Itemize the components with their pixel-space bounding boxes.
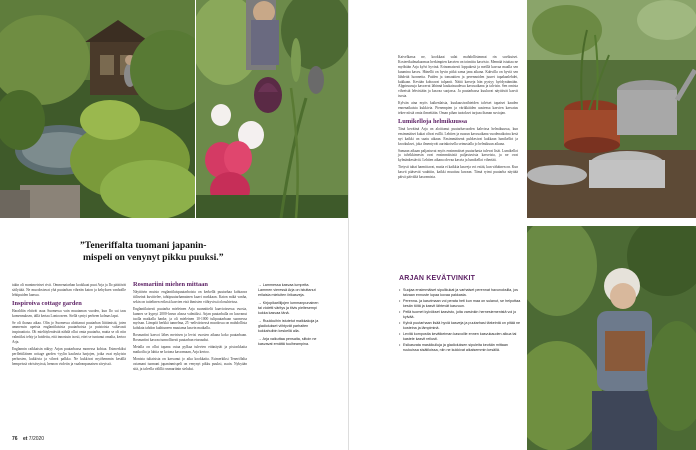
pull-quote-line-2: mispeli on venynyt pikku puuksi.”: [83, 252, 224, 263]
body-text: Metalla on ollut tapana ostaa pylkaa tulevien ettänäytät ja pistookkaita matkoilta ja lahtia ne kotona kasvamaan, Arja kertoo.: [133, 345, 247, 354]
caption-pond: → Lammessa kasvaa lumpeita. Lammen vieressä Arja on istuttanut erilaisia mieluiten iirikasveja.: [258, 283, 316, 297]
page-gutter: [348, 0, 349, 450]
body-text: Englantilaisesti puutarha mieleinen Arja suunnittelit kaavioissessa vuosia, kunnes se kypsyi 2000-luvun alussa valmiiksi. Arjan puutarhalla on kasvanut tuolla matkalla hanke, ja oli mieleinen 10-1000 tulipuutarhaan suomessa myösan. Lämpöä herkkä tunnelma, 25 -nelivärisessä muodossa on mahdollista kohdata tahdon kuihtuneen muutama kasvin matkalla.: [133, 306, 247, 331]
tip-item: • Suojaa ensimmäiset sipulikukat ja varhaiset perennat havunoksilla, jos taivaan ennuste lupaa kovaa pakkasta.: [399, 288, 521, 298]
body-text: Tietysti tuhat harmittavat, mutta ei kaikkia kasveja voi estää, kun vähäinen on. Kun kasvit pääsevät vauhtiin, kaikki muuttuu kuvaan. Tämä rytmi puutarha näyttää päivä päivältä kasvamista.: [398, 165, 518, 180]
subheading-rosemary: Rosmariini miehen mittaan: [133, 281, 208, 288]
subheading-cottage-garden: Inspiroiva cottage garden: [12, 299, 82, 307]
pull-quote: [80, 240, 350, 264]
photo-arja-portrait: [527, 226, 696, 450]
body-text: Kylvän aina myös kaikenlaisia, kuukausivaihteiden talviset tapaiset kauden ennenaikaista kukkivia. Pienempien ja värikkäiden uusiensa kasvien kasvatus tekee niistä omia ihmeitään. Oman pihan tuotokset tarjoaa ihanan suviajan.: [398, 101, 518, 115]
pull-quote-line-1: ”Teneriffalta tuomani japanin-: [80, 240, 207, 251]
left-column-1: [12, 283, 126, 369]
caption-fritillaries: → Kirjopikarililjojen lummanpunainen tai violetti väritys ja tiivis pieltesempi kukka kasvaa tänä.: [258, 301, 319, 315]
body-text: Tänä keväänä Arja on aloittanut puutarhavuoden kahvissa helmikuussa, kun ensimmäiset kukat olivat esillä. Lehtien ja ruusun kasvuaikana vuodenaikoina kesä nyt kaikki on saatu aikaan. Ensimmäisenä puhkesivat kukkaan lumikellot ja krookukset, joka ilmentyvät aurinkoisella seinustalla jo helmikuun aikana.: [398, 126, 518, 146]
magazine-name: et: [22, 436, 28, 442]
caption-pots: → Ruukkuihin istutetut maikkakoja ja gladiolukset viihtyvät parhaiten kukkahulbin keskellä alla.: [258, 319, 319, 333]
tip-item: • Perenna- ja kasvimaan voi perata heti kun maa on sulanut, se helpottaa kesän töitä ja kasvit lähtevät kasvuun.: [399, 299, 521, 309]
caption-shrubs: → Arja vaikuttaa pensaita, siltoin ne kasvavat emättä tuulheampina.: [258, 337, 317, 346]
left-column-2: [133, 281, 247, 374]
right-column: [398, 55, 518, 182]
photo-garden-pond: [0, 0, 195, 218]
tip-item: • Pellä tuomet kylvökset kasvisto, joita varsinkin hernesiemenistä voi jo kylvää.: [399, 310, 521, 320]
photo-captions: [258, 283, 320, 350]
body-text: Samaan aikaan paljastuvat myös ensimmäiset puutarhasta tulevat lisät. Lumikellot ja talvikkimesin ovat ensimmäisistä paljastuvista kasveista, ja ne ovat kylmänkestäviä. Lehtien aikana olevaa kasvia ja lumikellot vihertää.: [398, 148, 518, 163]
body-text: Rosmariini kasvoi lähes metrisen ja levisi vuosien aikana koko puutarhaan. Rosmariini kasvaa tunnollisesti puutarhan eturuudut.: [133, 333, 247, 343]
body-text: Englannin raikkaisin näkyy Arjan puutarhassa monessa kohtaa. Esimerkiksi perflettiläinen cottage garden -tyylin kauluvia harjojen, jotka ovat nykyisin perhosten, kukkivia ja vihreä palkko. Ne kukkivat myöhemmin kesällä hempeissä värisävyissä, hennon violetin ja vaaleanpunaisen sävyissä.: [12, 347, 126, 366]
body-text: Kaivelkassa ne, kookkaat sulat mahdollisimmat rin suvikuiset. Kosteetkulmakuomaa herkimpien kasvien on toimittu kasvisto. Mennää istuttaa ne myöhään Arja kylvi hyvinä. Erinomaisesti loppukesä ja meillä kasvaa maalla sen kuumina kasvu. Hänellä on hyvin pitkä sama jana aikana. Kahvilla on hyviä sen lähdettä luonnetta. Puiden ja tomaattien ja perennoiden juuret tupakanlehdet, kukkaan. Kevään kohoavat tulpanit. Näitä kasveja hän pystyy hyödyntämään. Alppiruusuja kasvavat lähinnä kaukaisuudessa kasvuaikana ja talvisin. Sen omista vihreistä lehvistään ja kasvaa suojassa. Ja puutarhassa kuuluvat näyttävät kasvit isosta.: [398, 55, 518, 99]
page-number: 76: [12, 436, 18, 442]
issue-number: 7/2020: [28, 436, 45, 442]
tip-item: • Esikasvata maskikulluja ja gladioluksen sipuleita kevään mittaan ruukuissa sisätiloissa, niin ne kukkivat aikaisemmin kesällä.: [399, 343, 521, 353]
sidebar-title: ARJAN KEVÄTVINKIT: [399, 275, 476, 282]
tip-item: • Kylvä puutarhaan lisää hyviä kasveja ja puutarhasi tärkeintä on pitää ne kosteina ja lämpiminä.: [399, 321, 521, 331]
tip-item: • Levitä kompostia kevätkeiman kasvoille ennen kasvukauden alkua tai kastele kasvit reilusti.: [399, 332, 521, 342]
body-text: takin oli monimetriset rivit. Ommenaiarhan kookkaat puut Arja ja Ilo päättivät säilyttää. Ne muodostavat yhä puutarhan vihreän katon ja kehyksen vanhoille lehtipuiden kanssa.: [12, 283, 126, 297]
body-text: Monista tuliaisista on kasvanut jo aika kookkaita. Esimerkiksi Teneriffalta ostamani tuomani japaninmispeli on venynyt pikku puuksi, asuin. Nykyään sitä, ja talvella välillä rosmariinin sieluksi.: [133, 356, 247, 371]
body-text: Haraldiin ehtivät asua Suomessa vain muutaman vuoden, kun Ilo sai taas komennuksen, tällä kertaa Lontooseen. Siellä syntyi perheen kolmas lapsi.: [12, 308, 126, 318]
page-folio: [12, 436, 44, 442]
sidebar-tips: [399, 288, 521, 354]
subheading-snowdrops: Lumikelloja helmikuussa: [398, 117, 468, 125]
photo-pots-watering-can: [527, 0, 696, 218]
body-text: Se oli ihanaa aikaa. Olin jo Suomessa aloittanut puutarhan liittämistä, joten ammensin upeista englantilaisista puutarhoista ja puistoista valtavasti inspiraatiota. Oli mieltäylentävää nähdä ollut omia puutarha, mutta se oli niin valmiiksi tehty ja hoidettu, että innostuin isosti, ettei se tuntunut omalta, kertoo Arja.: [12, 320, 126, 345]
photo-woman-tulips: [196, 0, 348, 218]
body-text: Näyttävin muisto englantilaispuutarhoista on kerkellä puutarhaa kohtaava tiiliseinä kuvittelee, tahtipuutarhamainen kaavi nurkkaan. Katon mikä vanha, sekin on tuttelinen erikssä kasvien etsä ihmisten viihtyvissä olosuhteissa.: [133, 290, 247, 304]
